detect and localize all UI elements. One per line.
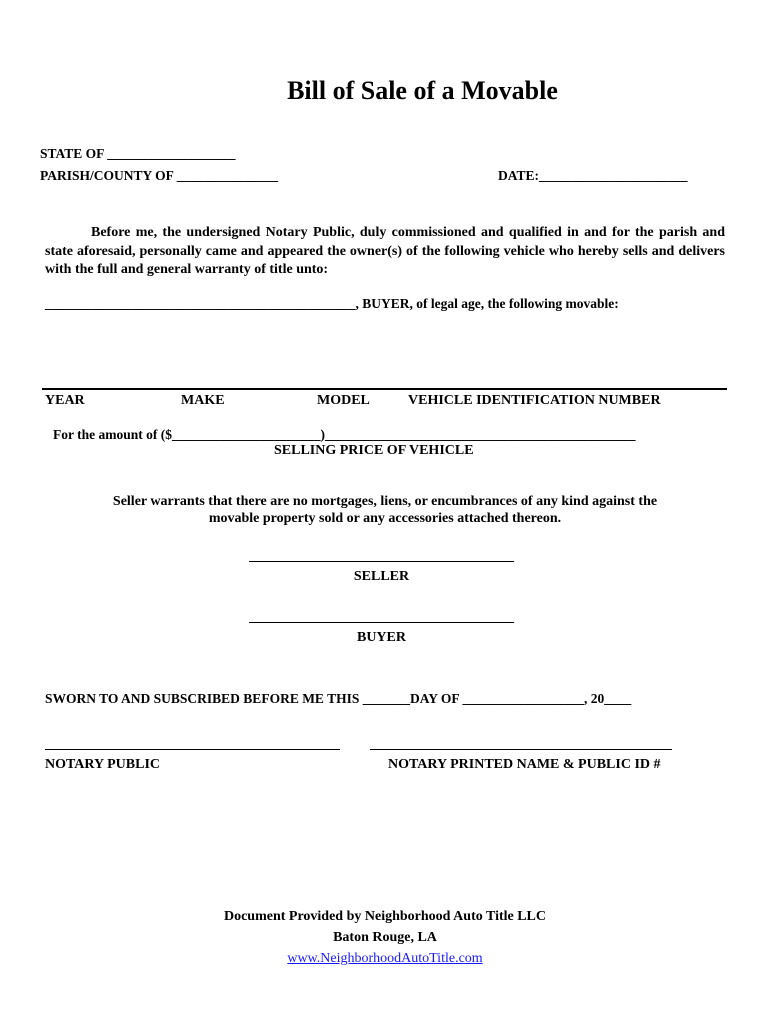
header-vin: VEHICLE IDENTIFICATION NUMBER xyxy=(408,393,661,408)
buyer-line: ______________________________________________, BUYER, of legal age, the following movable: xyxy=(45,296,619,311)
document-title: Bill of Sale of a Movable xyxy=(287,76,558,105)
sworn-line: SWORN TO AND SUBSCRIBED BEFORE ME THIS _______DAY OF __________________, 20____ xyxy=(45,691,632,706)
notary-printed-name-label: NOTARY PRINTED NAME & PUBLIC ID # xyxy=(388,757,661,772)
warranty-paragraph-line-2: movable property sold or any accessories attached thereon. xyxy=(208,511,562,526)
notary-signature-line xyxy=(45,749,340,750)
intro-paragraph-text: Before me, the undersigned Notary Public, duly commissioned and qualified in and for the parish and state aforesaid, personally came and appeared the owner(s) of the following vehicle who hereby sells and delivers with the full and general warranty of title unto: xyxy=(45,225,725,277)
vehicle-header-rule xyxy=(42,388,727,390)
notary-public-label: NOTARY PUBLIC xyxy=(45,757,161,772)
seller-label: SELLER xyxy=(353,569,410,584)
buyer-label: BUYER xyxy=(356,630,406,645)
parish-county-line: PARISH/COUNTY OF _______________ xyxy=(40,168,279,183)
seller-signature-line xyxy=(249,561,514,562)
date-line: DATE:______________________ xyxy=(498,168,688,183)
state-line: STATE OF ___________________ xyxy=(40,146,236,161)
header-model: MODEL xyxy=(317,393,370,408)
warranty-paragraph-line-1: Seller warrants that there are no mortgages, liens, or encumbrances of any kind against the xyxy=(112,494,658,509)
footer-location: Baton Rouge, LA xyxy=(333,930,437,945)
notary-printed-name-line xyxy=(370,749,672,750)
header-make: MAKE xyxy=(181,393,225,408)
footer-website-container xyxy=(0,951,770,967)
footer-website-link[interactable]: www.NeighborhoodAutoTitle.com xyxy=(287,951,483,966)
footer-provided-by: Document Provided by Neighborhood Auto Title LLC xyxy=(223,909,547,924)
intro-paragraph xyxy=(45,224,725,280)
selling-price-label: SELLING PRICE OF VEHICLE xyxy=(274,443,474,458)
amount-line: For the amount of ($______________________)______________________________________________ xyxy=(53,427,636,442)
header-year: YEAR xyxy=(45,393,85,408)
buyer-signature-line xyxy=(249,622,514,623)
